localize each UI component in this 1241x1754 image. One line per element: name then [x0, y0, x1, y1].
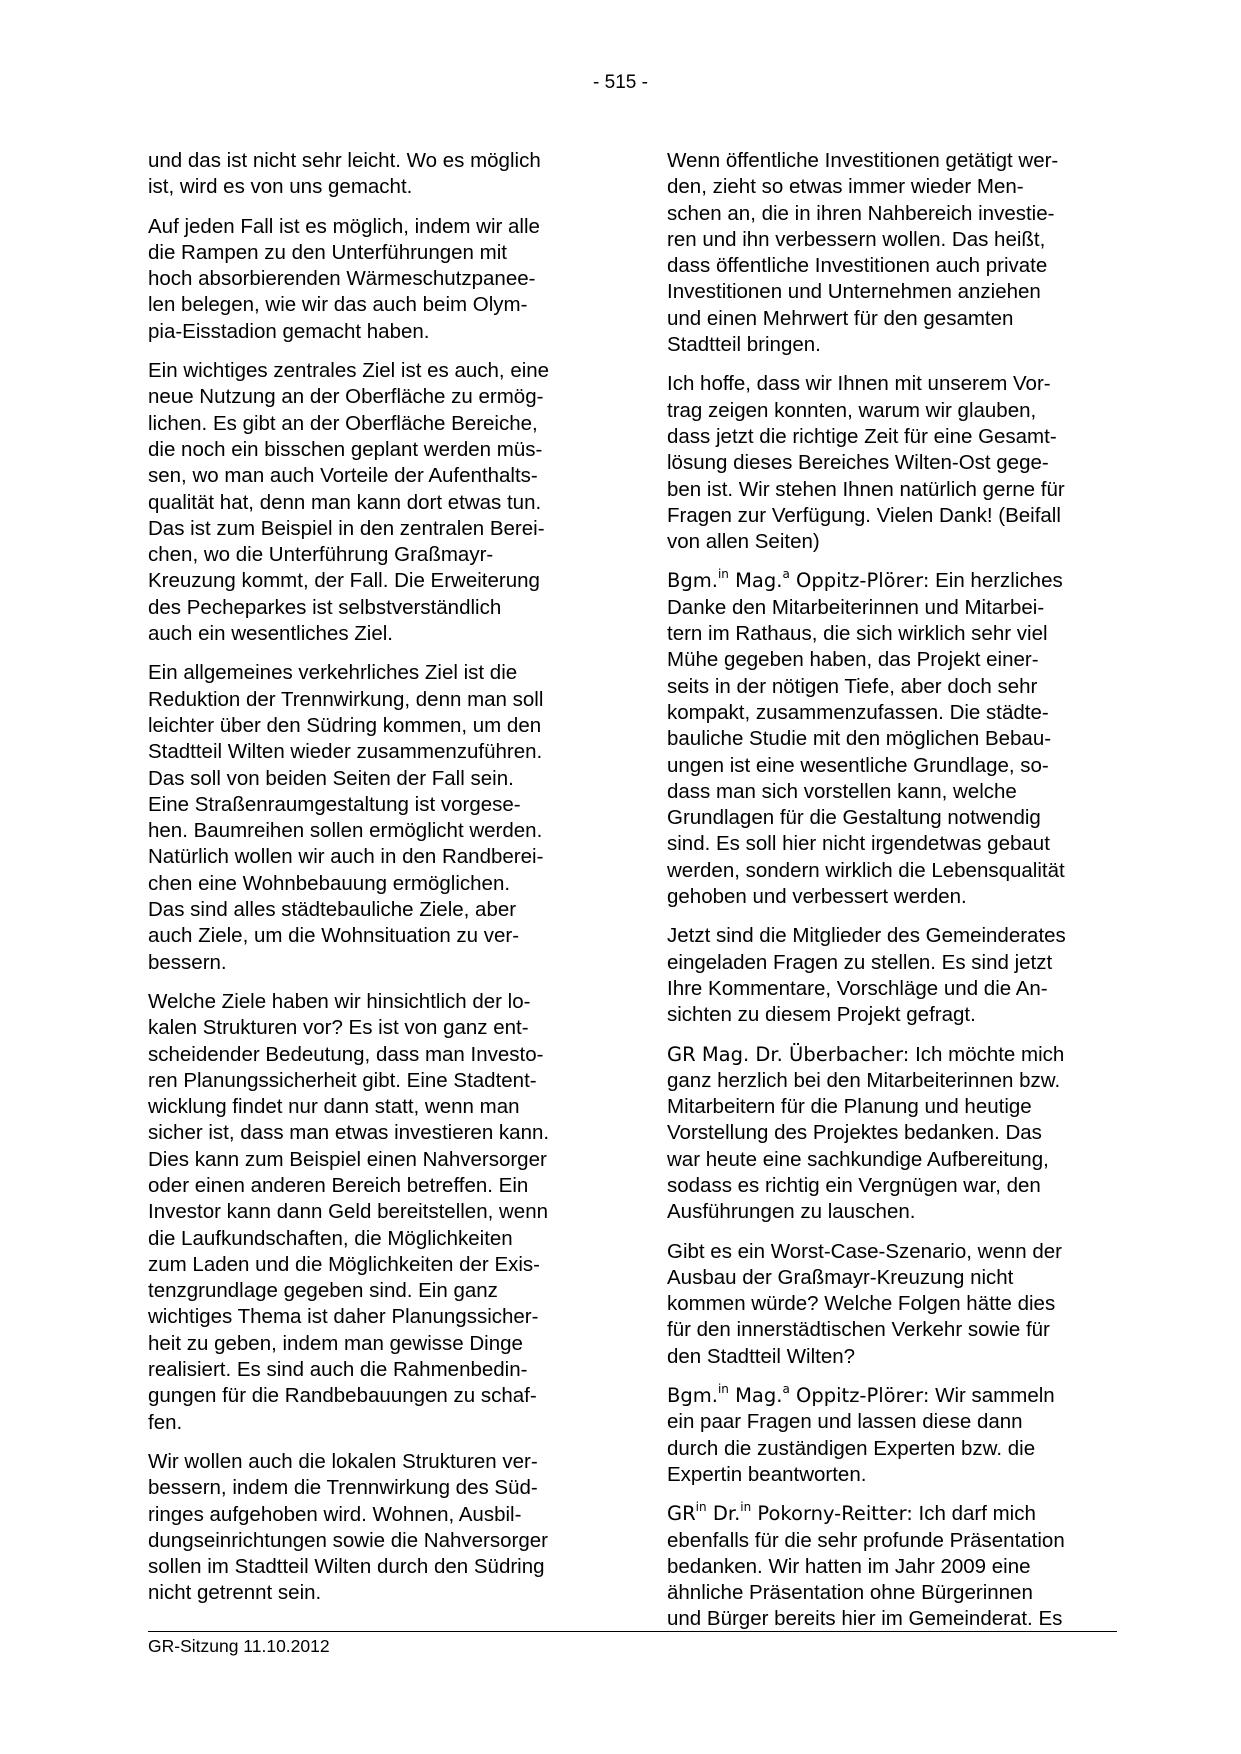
speech-paragraph — [667, 1501, 1112, 1632]
speech-paragraph — [667, 1383, 1112, 1488]
paragraph: Ein wichtiges zentrales Ziel ist es auch, eine neue Nutzung an der Oberfläche zu ermög- lichen. Es gibt an der Oberfläche Bereiche, die noch ein bisschen geplant werden müs- sen, wo man auch Vorteile der Aufenthalts- qualität hat, denn man kann dort etwas tun. Das ist zum Beispiel in den zentralen Berei- chen, wo die Unterführung Graßmayr- Kreuzung kommt, der Fall. Die Erweiterung des Pecheparkes ist selbstverständlich auch ein wesentliches Ziel. — [148, 359, 550, 646]
paragraph: Ich hoffe, dass wir Ihnen mit unserem Vor- trag zeigen konnten, warum wir glauben, dass jetzt die richtige Zeit für eine Gesamt- lösung dieses Bereiches Wilten-Ost gege- ben ist. Wir stehen Ihnen natürlich gerne für Fragen zur Verfügung. Vielen Dank! (Beifall von allen Seiten) — [667, 372, 1065, 554]
speech-text: Ich möchte mich ganz herzlich bei den Mitarbeiterinnen bzw. Mitarbeitern für die Planung und heutige Vorstellung des Projektes bedanken. Das war heute eine sachkundige Aufbereitung, sodass es richtig ein Vergnügen war, den Ausführungen zu lauschen. — [667, 1042, 1065, 1224]
paragraph: Ein allgemeines verkehrliches Ziel ist die Reduktion der Trennwirkung, denn man soll leichter über den Südring kommen, um den Stadtteil Wilten wieder zusammenzuführen. Das soll von beiden Seiten der Fall sein. Eine Straßenraumgestaltung ist vorgese- hen. Baumreihen sollen ermöglicht werden. Natürlich wollen wir auch in den Randberei- chen eine Wohnbebauung ermöglichen. Das sind alles städtebauliche Ziele, aber auch Ziele, um die Wohnsituation zu ver- bessern. — [148, 661, 544, 974]
speaker-name: GR Mag. Dr. Überbacher: — [667, 1042, 910, 1066]
left-column — [148, 148, 593, 1620]
speaker-name: Bgm.$^{in}$ Mag.$^a$ Oppitz-Plörer: — [667, 1382, 930, 1408]
paragraph: Gibt es ein Worst-Case-Szenario, wenn der Ausbau der Graßmayr-Kreuzung nicht kommen würde? Welche Folgen hätte dies für den innerstädtischen Verkehr sowie für den Stadtteil Wilten? — [667, 1239, 1062, 1368]
page-number: - 515 - — [593, 72, 648, 93]
speech-text: Wir sammeln ein paar Fragen und lassen diese dann durch die zuständigen Experten bzw. die Expertin beantworten. — [667, 1384, 1055, 1486]
footer-text: GR-Sitzung 11.10.2012 — [148, 1636, 330, 1656]
paragraph: Wir wollen auch die lokalen Strukturen ver- bessern, indem die Trennwirkung des Süd- ringes aufgehoben wird. Wohnen, Ausbil- dungseinrichtungen sowie die Nahversorger sollen im Stadtteil Wilten durch den Südring nicht getrennt sein. — [148, 1449, 548, 1605]
right-column — [667, 148, 1112, 1646]
speech-text: Ein herzliches Danke den Mitarbeiterinnen und Mitarbei- tern im Rathaus, die sich wirklich sehr viel Mühe gegeben haben, das Projekt einer- seits in der nötigen Tiefe, aber doch sehr kompakt, zusammenzufassen. Die städte- bauliche Studie mit den möglichen Bebau- ungen ist eine wesentliche Grundlage, so- dass man sich vorstellen kann, welche Grundlagen für die Gestaltung notwendig sind. Es soll hier nicht irgendetwas gebaut werden, sondern wirklich die Lebensqualität gehoben und verbessert werden. — [667, 569, 1065, 909]
paragraph: Wenn öffentliche Investitionen getätigt wer- den, zieht so etwas immer wieder Men- schen an, die in ihren Nahbereich investie- ren und ihn verbessern wollen. Das heißt, dass öffentliche Investitionen auch private Investitionen und Unternehmen anziehen und einen Mehrwert für den gesamten Stadtteil bringen. — [667, 149, 1059, 357]
paragraph: Welche Ziele haben wir hinsichtlich der lo- kalen Strukturen vor? Es ist von ganz ent- scheidender Bedeutung, dass man Investo- ren Planungssicherheit gibt. Eine Stadtent- wicklung findet nur dann statt, wenn man sicher ist, dass man etwas investieren kann. Dies kann zum Beispiel einen Nahversorger oder einen anderen Bereich betreffen. Ein Investor kann dann Geld bereitstellen, wenn die Laufkundschaften, die Möglichkeiten zum Laden und die Möglichkeiten der Exis- tenzgrundlage gegeben sind. Ein ganz wichtiges Thema ist daher Planungssicher- heit zu geben, indem man gewisse Dinge realisiert. Es sind auch die Rahmenbedin- gungen für die Randbebauungen zu schaf- fen. — [148, 989, 550, 1434]
speech-paragraph — [667, 568, 1112, 910]
speech-text: Ich darf mich ebenfalls für die sehr profunde Präsentation bedanken. Wir hatten im Jahr 2009 eine ähnliche Präsentation ohne Bürgerinnen und Bürger bereits hier im Gemeinderat. Es — [667, 1502, 1065, 1631]
footer-divider — [148, 1631, 1117, 1632]
paragraph: Jetzt sind die Mitglieder des Gemeinderates eingeladen Fragen zu stellen. Es sind jetzt Ihre Kommentare, Vorschläge und die An- sichten zu diesem Projekt gefragt. — [667, 924, 1066, 1027]
paragraph: Auf jeden Fall ist es möglich, indem wir alle die Rampen zu den Unterführungen mit hoch absorbierenden Wärmeschutzpanee- len belegen, wie wir das auch beim Olym- pia-Eisstadion gemacht haben. — [148, 214, 540, 343]
speech-paragraph — [667, 1042, 1112, 1226]
speaker-name: $GR^{in}$ Dr.$^{in}$ Pokorny-Reitter: — [667, 1500, 913, 1526]
speaker-name: Bgm.$^{in}$ Mag.$^a$ Oppitz-Plörer: — [667, 567, 930, 593]
paragraph: und das ist nicht sehr leicht. Wo es möglich ist, wird es von uns gemacht. — [148, 149, 541, 199]
